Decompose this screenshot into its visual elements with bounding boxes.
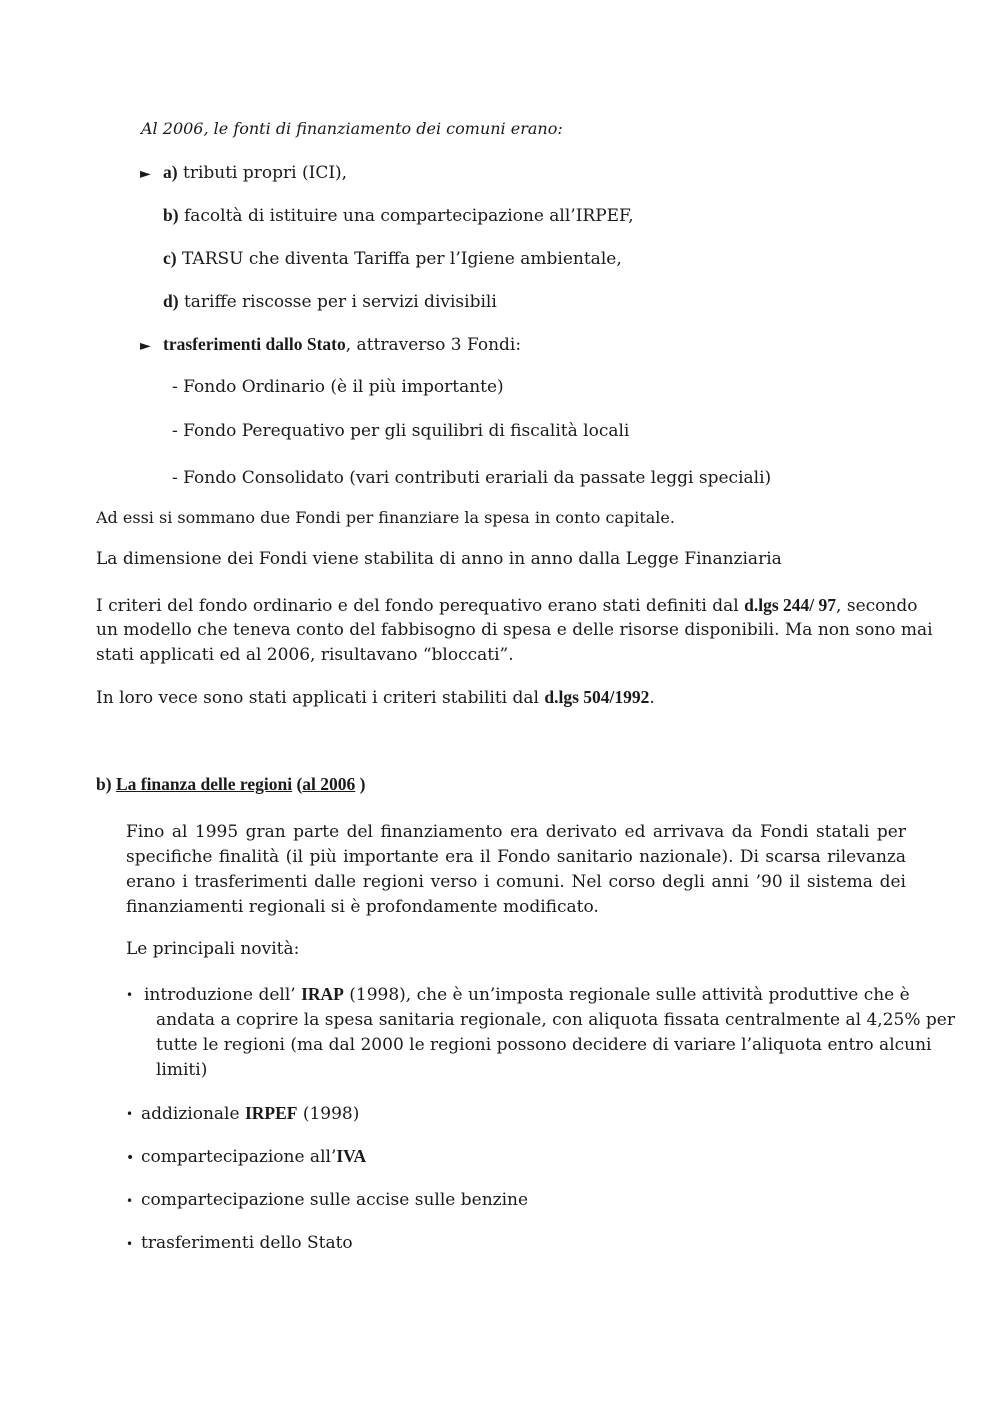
para-criteri-line2: un modello che teneva conto del fabbisogno di spesa e delle risorse disponibili. Ma non sono mai bbox=[96, 620, 933, 640]
para-fino-line2: specifiche finalità (il più importante era il Fondo sanitario nazionale). Di scarsa rilevanza bbox=[126, 847, 906, 867]
para-dimensione: La dimensione dei Fondi viene stabilita di anno in anno dalla Legge Finanziaria bbox=[96, 549, 782, 569]
section-paren: ) bbox=[355, 774, 366, 794]
para-fino-line4: finanziamenti regionali si è profondamente modificato. bbox=[126, 897, 599, 917]
trasferimenti-bold: trasferimenti dallo Stato bbox=[163, 334, 346, 354]
para-due-fondi: Ad essi si sommano due Fondi per finanziare la spesa in conto capitale. bbox=[96, 508, 675, 527]
tributo-text: tributi propri (ICI), bbox=[177, 163, 348, 183]
section-prefix: b) bbox=[96, 774, 116, 794]
arrow-bullet-icon: ► bbox=[140, 338, 151, 354]
tributo-item-d bbox=[163, 291, 497, 312]
para-text: (1998) bbox=[297, 1104, 360, 1124]
irap-bold: IRAP bbox=[301, 984, 344, 1004]
fondo-item: - Fondo Perequativo per gli squilibri di fiscalità locali bbox=[172, 421, 630, 441]
bullet-icon: • bbox=[126, 1237, 134, 1251]
para-text: . bbox=[649, 688, 655, 708]
irap-line3: tutte le regioni (ma dal 2000 le regioni possono decidere di variare l’aliquota entro alcuni bbox=[156, 1035, 932, 1055]
fondo-item: - Fondo Consolidato (vari contributi erariali da passate leggi speciali) bbox=[172, 468, 772, 488]
irap-line1 bbox=[144, 984, 910, 1005]
tributo-item-c bbox=[163, 248, 622, 269]
irpef-item bbox=[141, 1103, 359, 1124]
tributo-letter: d) bbox=[163, 291, 179, 311]
para-text: In loro vece sono stati applicati i criteri stabiliti dal bbox=[96, 688, 545, 708]
trasferimenti-rest: , attraverso 3 Fondi: bbox=[345, 335, 522, 355]
stato-item: trasferimenti dello Stato bbox=[141, 1233, 353, 1253]
section-heading bbox=[96, 774, 365, 795]
accise-item: compartecipazione sulle accise sulle benzine bbox=[141, 1190, 529, 1210]
tributo-text: TARSU che diventa Tariffa per l’Igiene ambientale, bbox=[176, 249, 622, 269]
tributo-item-a bbox=[163, 162, 347, 183]
para-text: (1998), che è un’imposta regionale sulle attività produttive che è bbox=[343, 985, 910, 1005]
novita-heading: Le principali novità: bbox=[126, 939, 300, 959]
para-fino-line1: Fino al 1995 gran parte del finanziamento era derivato ed arrivava da Fondi statali per bbox=[126, 822, 906, 842]
tributo-item-b bbox=[163, 205, 634, 226]
para-fino-line3: erano i trasferimenti dalle regioni verso i comuni. Nel corso degli anni ’90 il sistema dei bbox=[126, 872, 906, 892]
arrow-bullet-icon: ► bbox=[140, 166, 151, 182]
irpef-bold: IRPEF bbox=[244, 1103, 298, 1123]
para-text: introduzione dell’ bbox=[144, 985, 302, 1005]
tributo-text: facoltà di istituire una compartecipazione all’IRPEF, bbox=[178, 206, 634, 226]
para-text: , secondo bbox=[836, 596, 918, 616]
section-year: al 2006 bbox=[302, 774, 356, 794]
irap-line2: andata a coprire la spesa sanitaria regionale, con aliquota fissata centralmente al 4,25% per bbox=[156, 1010, 955, 1030]
law-reference: d.lgs 504/1992 bbox=[544, 687, 650, 707]
tributo-text: tariffe riscosse per i servizi divisibili bbox=[178, 292, 497, 312]
tributo-letter: b) bbox=[163, 205, 179, 225]
bullet-icon: • bbox=[126, 988, 134, 1002]
section-title: La finanza delle regioni bbox=[115, 774, 293, 794]
iva-item bbox=[141, 1146, 366, 1167]
fondo-item: - Fondo Ordinario (è il più importante) bbox=[172, 377, 504, 397]
tributo-letter: c) bbox=[163, 248, 177, 268]
para-criteri-line1 bbox=[96, 595, 918, 616]
intro-heading: Al 2006, le fonti di finanziamento dei comuni erano: bbox=[141, 119, 563, 138]
bullet-icon: • bbox=[126, 1150, 135, 1166]
trasferimenti-item bbox=[163, 334, 521, 355]
bullet-icon: • bbox=[126, 1194, 134, 1208]
tributo-letter: a) bbox=[163, 162, 178, 182]
bullet-icon: • bbox=[126, 1107, 134, 1121]
iva-bold: IVA bbox=[336, 1146, 367, 1166]
para-text: addizionale bbox=[141, 1104, 245, 1124]
law-reference: d.lgs 244/ 97 bbox=[744, 595, 837, 615]
irap-line4: limiti) bbox=[156, 1060, 208, 1080]
para-criteri-line3: stati applicati ed al 2006, risultavano “bloccati”. bbox=[96, 645, 514, 665]
para-text: I criteri del fondo ordinario e del fondo perequativo erano stati definiti dal bbox=[96, 596, 745, 616]
para-loro-vece bbox=[96, 687, 655, 708]
section-paren: ( bbox=[292, 774, 303, 794]
para-text: compartecipazione all’ bbox=[141, 1147, 337, 1167]
